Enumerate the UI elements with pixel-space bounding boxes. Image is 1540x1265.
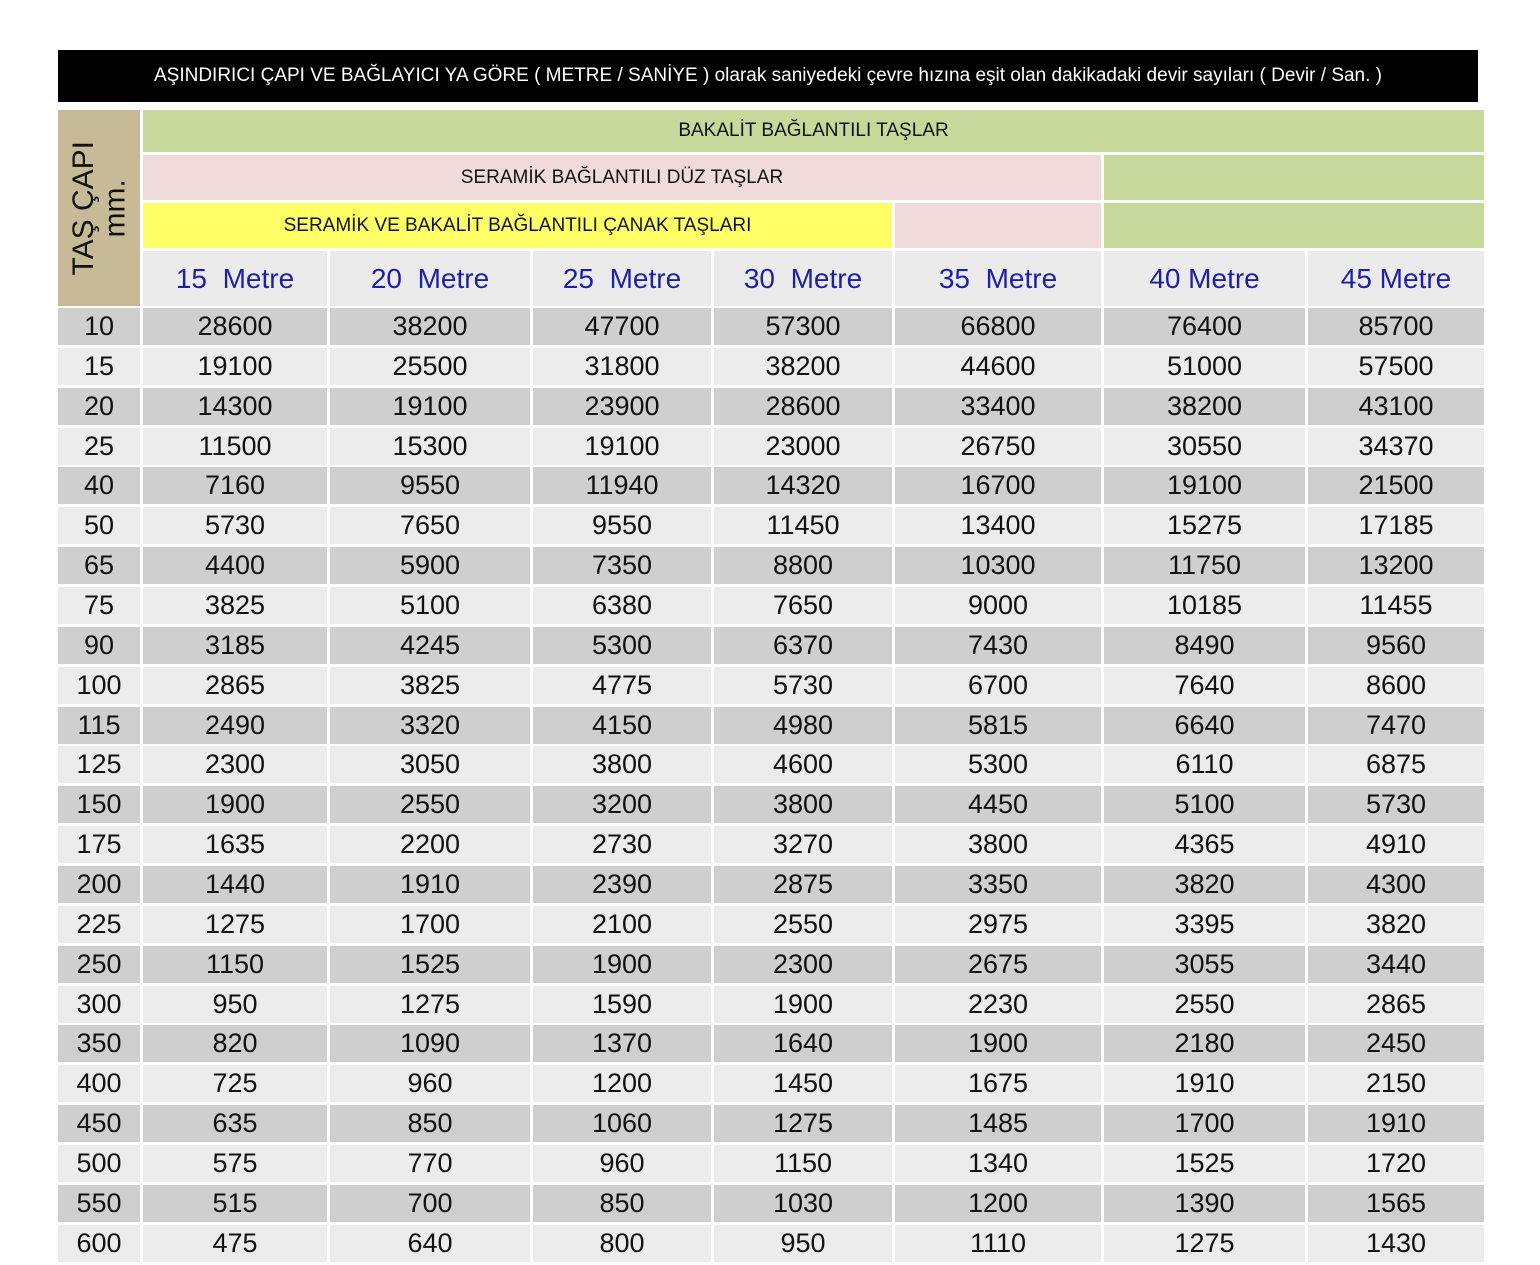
table-row [58,1185,1484,1222]
rpm-cell: 3320 [330,707,530,744]
diameter-cell: 50 [58,507,140,544]
diameter-header [58,110,140,306]
table-row [58,547,1484,584]
rpm-cell: 1090 [330,1025,530,1062]
diameter-cell: 600 [58,1225,140,1262]
table-row [58,1105,1484,1142]
table-row [58,707,1484,744]
band-pink-fill [895,203,1101,248]
rpm-cell: 6110 [1104,746,1305,783]
rpm-cell: 3185 [143,627,327,664]
band-green-fill-2 [1104,203,1484,248]
rpm-cell: 820 [143,1025,327,1062]
rpm-cell: 13400 [895,507,1101,544]
rpm-cell: 950 [143,986,327,1023]
rpm-cell: 850 [330,1105,530,1142]
rpm-cell: 19100 [330,388,530,425]
rpm-cell: 635 [143,1105,327,1142]
rpm-cell: 9550 [533,507,711,544]
rpm-cell: 1900 [533,946,711,983]
rpm-cell: 3200 [533,786,711,823]
diameter-cell: 100 [58,667,140,704]
rpm-cell: 3820 [1308,906,1484,943]
table-row [58,388,1484,425]
rpm-cell: 23900 [533,388,711,425]
table-row [58,986,1484,1023]
rpm-cell: 47700 [533,308,711,345]
rpm-cell: 725 [143,1065,327,1102]
rpm-cell: 14320 [714,467,892,504]
table-row [58,428,1484,465]
rpm-cell: 5730 [714,667,892,704]
diameter-cell: 75 [58,587,140,624]
rpm-cell: 3825 [330,667,530,704]
table-row [58,667,1484,704]
table-row [58,507,1484,544]
rpm-cell: 1275 [714,1105,892,1142]
rpm-cell: 1200 [533,1065,711,1102]
rpm-cell: 11940 [533,467,711,504]
table-row [58,627,1484,664]
rpm-cell: 2300 [714,946,892,983]
rpm-cell: 1390 [1104,1185,1305,1222]
rpm-cell: 26750 [895,428,1101,465]
rpm-cell: 2865 [1308,986,1484,1023]
rpm-cell: 38200 [714,348,892,385]
rpm-cell: 34370 [1308,428,1484,465]
rpm-cell: 1275 [1104,1225,1305,1262]
rpm-cell: 2300 [143,746,327,783]
table-row [58,946,1484,983]
rpm-cell: 9560 [1308,627,1484,664]
rpm-cell: 3270 [714,826,892,863]
table-row [58,1065,1484,1102]
rpm-cell: 640 [330,1225,530,1262]
rpm-cell: 1900 [895,1025,1101,1062]
column-header-25: 25 Metre [533,251,711,306]
rpm-cell: 1590 [533,986,711,1023]
rpm-cell: 6700 [895,667,1101,704]
rpm-cell: 1910 [330,866,530,903]
rpm-cell: 7350 [533,547,711,584]
rpm-cell: 950 [714,1225,892,1262]
rpm-cell: 3050 [330,746,530,783]
rpm-cell: 44600 [895,348,1101,385]
rpm-cell: 5900 [330,547,530,584]
band-seramik-duz: SERAMİK BAĞLANTILI DÜZ TAŞLAR [143,155,1101,200]
diameter-header-label: TAŞ ÇAPI [66,140,100,276]
rpm-cell: 2550 [714,906,892,943]
rpm-cell: 2865 [143,667,327,704]
rpm-cell: 3800 [533,746,711,783]
rpm-cell: 28600 [143,308,327,345]
rpm-cell: 1110 [895,1225,1101,1262]
column-header-20: 20 Metre [330,251,530,306]
rpm-cell: 51000 [1104,348,1305,385]
rpm-cell: 3350 [895,866,1101,903]
rpm-cell: 4450 [895,786,1101,823]
rpm-cell: 1720 [1308,1145,1484,1182]
rpm-cell: 1370 [533,1025,711,1062]
column-header-15: 15 Metre [143,251,327,306]
rpm-cell: 3440 [1308,946,1484,983]
diameter-cell: 115 [58,707,140,744]
rpm-cell: 5815 [895,707,1101,744]
rpm-cell: 2490 [143,707,327,744]
diameter-cell: 65 [58,547,140,584]
rpm-cell: 7650 [330,507,530,544]
rpm-cell: 2450 [1308,1025,1484,1062]
rpm-cell: 7650 [714,587,892,624]
table-body [58,308,1484,1265]
rpm-cell: 800 [533,1225,711,1262]
rpm-cell: 28600 [714,388,892,425]
rpm-cell: 1150 [714,1145,892,1182]
rpm-cell: 4775 [533,667,711,704]
rpm-cell: 30550 [1104,428,1305,465]
rpm-cell: 2180 [1104,1025,1305,1062]
rpm-cell: 19100 [1104,467,1305,504]
rpm-cell: 1525 [330,946,530,983]
rpm-cell: 2975 [895,906,1101,943]
rpm-cell: 4365 [1104,826,1305,863]
rpm-cell: 960 [533,1145,711,1182]
table-title: AŞINDIRICI ÇAPI VE BAĞLAYICI YA GÖRE ( METRE / SANİYE ) olarak saniyedeki çevre hızına eşit olan dakikadaki devir sayıları ( Devir / San. ) [58,50,1478,102]
rpm-cell: 5730 [143,507,327,544]
diameter-cell: 25 [58,428,140,465]
rpm-cell: 3055 [1104,946,1305,983]
rpm-cell: 2550 [1104,986,1305,1023]
band-canak: SERAMİK VE BAKALİT BAĞLANTILI ÇANAK TAŞLARI [143,203,892,248]
diameter-cell: 125 [58,746,140,783]
rpm-cell: 3395 [1104,906,1305,943]
rpm-cell: 4300 [1308,866,1484,903]
rpm-cell: 1275 [330,986,530,1023]
diameter-cell: 350 [58,1025,140,1062]
rpm-cell: 11450 [714,507,892,544]
rpm-cell: 1675 [895,1065,1101,1102]
rpm-cell: 2100 [533,906,711,943]
diameter-cell: 300 [58,986,140,1023]
rpm-cell: 960 [330,1065,530,1102]
rpm-cell: 23000 [714,428,892,465]
rpm-cell: 1200 [895,1185,1101,1222]
rpm-cell: 1700 [1104,1105,1305,1142]
rpm-cell: 4400 [143,547,327,584]
rpm-cell: 7160 [143,467,327,504]
rpm-cell: 2675 [895,946,1101,983]
rpm-cell: 2230 [895,986,1101,1023]
rpm-cell: 1275 [143,906,327,943]
rpm-cell: 1900 [143,786,327,823]
rpm-cell: 5100 [330,587,530,624]
column-header-45: 45 Metre [1308,251,1484,306]
column-header-35: 35 Metre [895,251,1101,306]
rpm-cell: 17185 [1308,507,1484,544]
diameter-cell: 10 [58,308,140,345]
diameter-cell: 15 [58,348,140,385]
rpm-cell: 1700 [330,906,530,943]
rpm-cell: 15275 [1104,507,1305,544]
diameter-header-unit: mm. [98,178,131,238]
rpm-cell: 2390 [533,866,711,903]
rpm-cell: 5300 [533,627,711,664]
rpm-cell: 19100 [533,428,711,465]
rpm-cell: 1030 [714,1185,892,1222]
column-header-30: 30 Metre [714,251,892,306]
diameter-cell: 250 [58,946,140,983]
rpm-cell: 1485 [895,1105,1101,1142]
table-row [58,786,1484,823]
rpm-cell: 5300 [895,746,1101,783]
table-row [58,467,1484,504]
diameter-cell: 150 [58,786,140,823]
rpm-cell: 1910 [1308,1105,1484,1142]
rpm-cell: 11500 [143,428,327,465]
rpm-cell: 85700 [1308,308,1484,345]
rpm-cell: 19100 [143,348,327,385]
rpm-cell: 7430 [895,627,1101,664]
rpm-cell: 1440 [143,866,327,903]
rpm-cell: 43100 [1308,388,1484,425]
rpm-cell: 3800 [714,786,892,823]
band-green-fill-1 [1104,155,1484,200]
rpm-cell: 13200 [1308,547,1484,584]
rpm-cell: 7470 [1308,707,1484,744]
rpm-cell: 6370 [714,627,892,664]
rpm-cell: 38200 [1104,388,1305,425]
rpm-cell: 1430 [1308,1225,1484,1262]
rpm-cell: 5100 [1104,786,1305,823]
rpm-cell: 1910 [1104,1065,1305,1102]
rpm-cell: 25500 [330,348,530,385]
rpm-cell: 1565 [1308,1185,1484,1222]
rpm-cell: 57300 [714,308,892,345]
rpm-cell: 21500 [1308,467,1484,504]
rpm-cell: 76400 [1104,308,1305,345]
rpm-cell: 700 [330,1185,530,1222]
rpm-cell: 2550 [330,786,530,823]
rpm-cell: 1450 [714,1065,892,1102]
diameter-cell: 400 [58,1065,140,1102]
rpm-cell: 66800 [895,308,1101,345]
rpm-cell: 1640 [714,1025,892,1062]
table-row [58,906,1484,943]
rpm-cell: 3825 [143,587,327,624]
rpm-cell: 7640 [1104,667,1305,704]
table-header [58,110,1484,306]
rpm-cell: 31800 [533,348,711,385]
rpm-cell: 850 [533,1185,711,1222]
rpm-cell: 4150 [533,707,711,744]
diameter-cell: 40 [58,467,140,504]
rpm-cell: 4600 [714,746,892,783]
rpm-cell: 15300 [330,428,530,465]
rpm-cell: 4910 [1308,826,1484,863]
rpm-cell: 3800 [895,826,1101,863]
table-row [58,746,1484,783]
rpm-cell: 1900 [714,986,892,1023]
rpm-cell: 4245 [330,627,530,664]
rpm-cell: 57500 [1308,348,1484,385]
rpm-cell: 6875 [1308,746,1484,783]
diameter-cell: 90 [58,627,140,664]
rpm-cell: 16700 [895,467,1101,504]
rpm-cell: 770 [330,1145,530,1182]
column-header-40: 40 Metre [1104,251,1305,306]
table-row [58,826,1484,863]
rpm-cell: 10185 [1104,587,1305,624]
table-row [58,866,1484,903]
diameter-cell: 175 [58,826,140,863]
rpm-cell: 38200 [330,308,530,345]
rpm-cell: 9000 [895,587,1101,624]
rpm-cell: 1150 [143,946,327,983]
table-row [58,1145,1484,1182]
rpm-cell: 1635 [143,826,327,863]
rpm-cell: 1060 [533,1105,711,1142]
rpm-cell: 11750 [1104,547,1305,584]
diameter-cell: 20 [58,388,140,425]
diameter-cell: 200 [58,866,140,903]
table-row [58,308,1484,345]
diameter-cell: 500 [58,1145,140,1182]
rpm-cell: 6380 [533,587,711,624]
table-row [58,587,1484,624]
band-bakalit: BAKALİT BAĞLANTILI TAŞLAR [143,110,1484,152]
rpm-cell: 5730 [1308,786,1484,823]
rpm-cell: 33400 [895,388,1101,425]
rpm-cell: 1525 [1104,1145,1305,1182]
rpm-cell: 3820 [1104,866,1305,903]
table-row [58,348,1484,385]
rpm-cell: 575 [143,1145,327,1182]
rpm-cell: 475 [143,1225,327,1262]
rpm-cell: 1340 [895,1145,1101,1182]
rpm-cell: 14300 [143,388,327,425]
diameter-cell: 450 [58,1105,140,1142]
rpm-cell: 6640 [1104,707,1305,744]
rpm-cell: 515 [143,1185,327,1222]
rpm-cell: 8800 [714,547,892,584]
rpm-cell: 2200 [330,826,530,863]
diameter-cell: 550 [58,1185,140,1222]
rpm-cell: 2875 [714,866,892,903]
rpm-cell: 2150 [1308,1065,1484,1102]
rpm-cell: 2730 [533,826,711,863]
table-row [58,1025,1484,1062]
rpm-cell: 8490 [1104,627,1305,664]
rpm-cell: 11455 [1308,587,1484,624]
table-row [58,1225,1484,1262]
rpm-cell: 8600 [1308,667,1484,704]
rpm-cell: 10300 [895,547,1101,584]
rpm-cell: 9550 [330,467,530,504]
rpm-cell: 4980 [714,707,892,744]
diameter-cell: 225 [58,906,140,943]
